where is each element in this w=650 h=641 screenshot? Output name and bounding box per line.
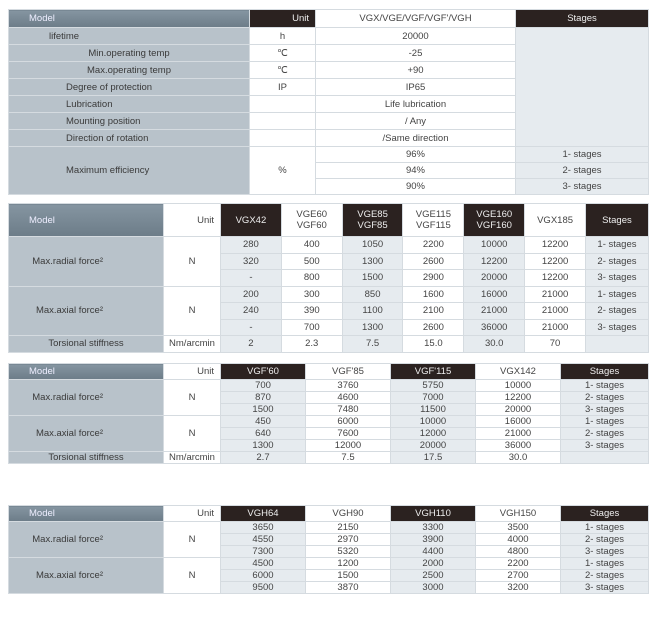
value-cell: 12200 — [464, 253, 525, 270]
value-cell: 21000 — [525, 319, 586, 336]
value-cell: 10000 — [391, 416, 476, 428]
value-cell: 3500 — [476, 522, 561, 534]
table-row — [9, 286, 649, 303]
vgf-prime-specs-table — [8, 363, 649, 464]
value-cell: 21000 — [525, 303, 586, 320]
stage-label: 2- stages — [561, 570, 649, 582]
row-value: 20000 — [316, 28, 516, 45]
value-cell: 3300 — [391, 522, 476, 534]
value-cell: 7.5 — [306, 452, 391, 464]
stages-blank — [585, 336, 648, 353]
value-cell: 12200 — [525, 270, 586, 287]
value-cell: 36000 — [476, 440, 561, 452]
value-cell: 12200 — [525, 253, 586, 270]
force-unit: N — [164, 522, 221, 558]
stage-label: 3- stages — [561, 546, 649, 558]
model-column-header: VGX42 — [221, 204, 282, 237]
value-cell: 500 — [281, 253, 342, 270]
row-unit: ℃ — [250, 62, 316, 79]
value-cell: 1600 — [403, 286, 464, 303]
value-cell: 3000 — [391, 582, 476, 594]
value-cell: 2500 — [391, 570, 476, 582]
table-row — [9, 336, 649, 353]
value-cell: 2700 — [476, 570, 561, 582]
table-row — [9, 10, 649, 28]
stage-label: 3- stages — [516, 179, 649, 195]
model-column-header: VGE60 VGF60 — [281, 204, 342, 237]
value-cell: 12000 — [306, 440, 391, 452]
force-label: Max.axial force² — [9, 286, 164, 336]
value-cell: 10000 — [476, 380, 561, 392]
value-cell: 16000 — [464, 286, 525, 303]
stages-blank — [516, 28, 649, 147]
stage-label: 1- stages — [561, 522, 649, 534]
value-cell: 2100 — [403, 303, 464, 320]
efficiency-label: Maximum efficiency — [9, 147, 250, 195]
value-cell: 2.7 — [221, 452, 306, 464]
value-cell: 9500 — [221, 582, 306, 594]
model-column-header: VGF'115 — [391, 364, 476, 380]
stage-label: 1- stages — [585, 286, 648, 303]
value-cell: 1200 — [306, 558, 391, 570]
value-cell: 21000 — [476, 428, 561, 440]
value-cell: 240 — [221, 303, 282, 320]
torsional-unit: Nm/arcmin — [164, 452, 221, 464]
force-unit: N — [164, 416, 221, 452]
vgx-vge-vgf-specs-table — [8, 203, 649, 353]
model-column-header: VGF'60 — [221, 364, 306, 380]
value-cell: 3900 — [391, 534, 476, 546]
value-cell: 15.0 — [403, 336, 464, 353]
stages-header: Stages — [585, 204, 648, 237]
row-value: Life lubrication — [316, 96, 516, 113]
value-cell: 1500 — [306, 570, 391, 582]
value-cell: 30.0 — [476, 452, 561, 464]
force-label: Max.axial force² — [9, 416, 164, 452]
row-label: Min.operating temp — [9, 45, 250, 62]
value-cell: 16000 — [476, 416, 561, 428]
row-value: IP65 — [316, 79, 516, 96]
table-row — [9, 237, 649, 254]
stage-label: 1- stages — [561, 380, 649, 392]
model-column-header: VGH110 — [391, 506, 476, 522]
model-column-header: VGH150 — [476, 506, 561, 522]
stage-label: 1- stages — [561, 416, 649, 428]
force-unit: N — [164, 237, 221, 287]
stage-label: 1- stages — [585, 237, 648, 254]
table-row — [9, 506, 649, 522]
force-unit: N — [164, 380, 221, 416]
unit-header: Unit — [250, 10, 316, 28]
value-cell: 6000 — [306, 416, 391, 428]
table-row — [9, 204, 649, 237]
value-cell: 1500 — [221, 404, 306, 416]
value-cell: 17.5 — [391, 452, 476, 464]
value-cell: 1300 — [342, 253, 403, 270]
table-row — [9, 522, 649, 534]
model-column-header: VGE85 VGF85 — [342, 204, 403, 237]
value-cell: 3650 — [221, 522, 306, 534]
value-cell: 2600 — [403, 253, 464, 270]
value-cell: 7.5 — [342, 336, 403, 353]
value-cell: 2000 — [391, 558, 476, 570]
value-cell: 3760 — [306, 380, 391, 392]
value-cell: 12000 — [391, 428, 476, 440]
value-cell: 640 — [221, 428, 306, 440]
row-value: -25 — [316, 45, 516, 62]
value-cell: 10000 — [464, 237, 525, 254]
row-unit: ℃ — [250, 45, 316, 62]
stages-header: Stages — [516, 10, 649, 28]
value-cell: 1100 — [342, 303, 403, 320]
force-unit: N — [164, 286, 221, 336]
row-value: /Same direction — [316, 130, 516, 147]
model-header: Model — [9, 10, 250, 28]
value-cell: 4000 — [476, 534, 561, 546]
value-cell: 2900 — [403, 270, 464, 287]
row-label: Lubrication — [9, 96, 250, 113]
model-column-header: VGE115 VGF115 — [403, 204, 464, 237]
torsional-unit: Nm/arcmin — [164, 336, 221, 353]
row-value: / Any — [316, 113, 516, 130]
efficiency-value: 96% — [316, 147, 516, 163]
value-cell: 11500 — [391, 404, 476, 416]
row-unit — [250, 130, 316, 147]
value-cell: 20000 — [464, 270, 525, 287]
value-cell: 21000 — [464, 303, 525, 320]
force-label: Max.axial force² — [9, 558, 164, 594]
value-cell: 390 — [281, 303, 342, 320]
value-cell: 2200 — [476, 558, 561, 570]
value-cell: 4600 — [306, 392, 391, 404]
torsional-label: Torsional stiffness — [9, 452, 164, 464]
stages-blank — [561, 452, 649, 464]
table-row — [9, 147, 649, 163]
value-cell: 7300 — [221, 546, 306, 558]
model-column-header: VGF'85 — [306, 364, 391, 380]
value-cell: 700 — [221, 380, 306, 392]
value-cell: 320 — [221, 253, 282, 270]
value-cell: 70 — [525, 336, 586, 353]
value-cell: 7600 — [306, 428, 391, 440]
value-cell: 1300 — [221, 440, 306, 452]
value-cell: 1500 — [342, 270, 403, 287]
model-header: Model — [9, 506, 164, 522]
force-label: Max.radial force² — [9, 380, 164, 416]
stages-header: Stages — [561, 506, 649, 522]
stage-label: 3- stages — [561, 440, 649, 452]
value-cell: 2.3 — [281, 336, 342, 353]
stage-label: 2- stages — [561, 428, 649, 440]
row-unit: h — [250, 28, 316, 45]
unit-header: Unit — [164, 364, 221, 380]
value-cell: 2 — [221, 336, 282, 353]
unit-header: Unit — [164, 506, 221, 522]
model-column-header: VGE160 VGF160 — [464, 204, 525, 237]
value-cell: 870 — [221, 392, 306, 404]
stage-label: 3- stages — [561, 582, 649, 594]
value-cell: 2200 — [403, 237, 464, 254]
value-cell: 3870 — [306, 582, 391, 594]
torsional-label: Torsional stiffness — [9, 336, 164, 353]
value-cell: 4400 — [391, 546, 476, 558]
value-cell: 4800 — [476, 546, 561, 558]
row-label: lifetime — [9, 28, 250, 45]
row-label: Direction of rotation — [9, 130, 250, 147]
force-unit: N — [164, 558, 221, 594]
row-unit: IP — [250, 79, 316, 96]
value-cell: 5750 — [391, 380, 476, 392]
series-header: VGX/VGE/VGF/VGF'/VGH — [316, 10, 516, 28]
force-label: Max.radial force² — [9, 522, 164, 558]
efficiency-unit: % — [250, 147, 316, 195]
value-cell: 450 — [221, 416, 306, 428]
value-cell: 400 — [281, 237, 342, 254]
efficiency-value: 94% — [316, 163, 516, 179]
value-cell: 800 — [281, 270, 342, 287]
table-row — [9, 558, 649, 570]
model-column-header: VGH64 — [221, 506, 306, 522]
value-cell: 3200 — [476, 582, 561, 594]
value-cell: 2600 — [403, 319, 464, 336]
row-label: Max.operating temp — [9, 62, 250, 79]
stage-label: 1- stages — [561, 558, 649, 570]
table-row — [9, 416, 649, 428]
value-cell: - — [221, 270, 282, 287]
unit-header: Unit — [164, 204, 221, 237]
value-cell: 300 — [281, 286, 342, 303]
stage-label: 2- stages — [516, 163, 649, 179]
general-specs-table — [8, 9, 649, 195]
value-cell: 20000 — [476, 404, 561, 416]
value-cell: 4550 — [221, 534, 306, 546]
value-cell: 30.0 — [464, 336, 525, 353]
stage-label: 2- stages — [561, 534, 649, 546]
stage-label: 2- stages — [585, 303, 648, 320]
table-row — [9, 452, 649, 464]
row-unit — [250, 113, 316, 130]
stage-label: 3- stages — [585, 319, 648, 336]
efficiency-value: 90% — [316, 179, 516, 195]
vgh-specs-table — [8, 505, 649, 594]
value-cell: 200 — [221, 286, 282, 303]
row-value: +90 — [316, 62, 516, 79]
value-cell: 6000 — [221, 570, 306, 582]
value-cell: 21000 — [525, 286, 586, 303]
row-label: Degree of protection — [9, 79, 250, 96]
row-label: Mounting position — [9, 113, 250, 130]
value-cell: 1300 — [342, 319, 403, 336]
model-column-header: VGX142 — [476, 364, 561, 380]
value-cell: 36000 — [464, 319, 525, 336]
value-cell: 7480 — [306, 404, 391, 416]
value-cell: 7000 — [391, 392, 476, 404]
value-cell: 2970 — [306, 534, 391, 546]
force-label: Max.radial force² — [9, 237, 164, 287]
value-cell: 5320 — [306, 546, 391, 558]
stage-label: 2- stages — [561, 392, 649, 404]
value-cell: 280 — [221, 237, 282, 254]
table-row — [9, 28, 649, 45]
model-header: Model — [9, 204, 164, 237]
value-cell: 700 — [281, 319, 342, 336]
table-row — [9, 364, 649, 380]
model-column-header: VGX185 — [525, 204, 586, 237]
stage-label: 3- stages — [561, 404, 649, 416]
model-header: Model — [9, 364, 164, 380]
table-row — [9, 380, 649, 392]
stage-label: 2- stages — [585, 253, 648, 270]
value-cell: 12200 — [525, 237, 586, 254]
value-cell: - — [221, 319, 282, 336]
stages-header: Stages — [561, 364, 649, 380]
value-cell: 850 — [342, 286, 403, 303]
stage-label: 3- stages — [585, 270, 648, 287]
value-cell: 4500 — [221, 558, 306, 570]
value-cell: 20000 — [391, 440, 476, 452]
value-cell: 2150 — [306, 522, 391, 534]
row-unit — [250, 96, 316, 113]
model-column-header: VGH90 — [306, 506, 391, 522]
value-cell: 12200 — [476, 392, 561, 404]
stage-label: 1- stages — [516, 147, 649, 163]
value-cell: 1050 — [342, 237, 403, 254]
